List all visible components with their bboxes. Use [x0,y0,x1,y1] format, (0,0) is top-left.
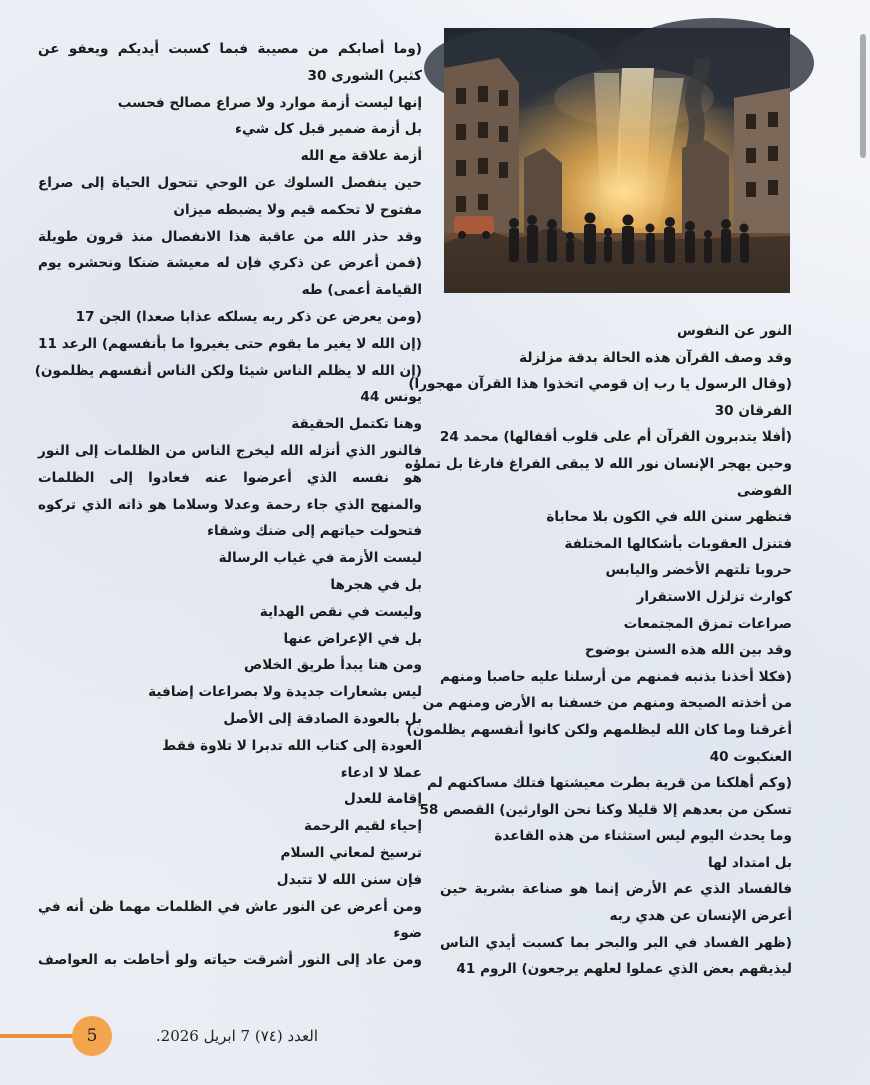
article-line: النور عن النفوس [676,323,792,339]
ruined-city-light-beam-image [444,28,790,293]
article-line: وقد بين الله هذه السنن بوضوح [584,642,792,659]
article-line: فتحولت حياتهم إلى ضنك وشقاء [207,523,422,540]
article-line: الفوضى [737,482,792,499]
article-line: ومن هنا يبدأ طريق الخلاص [243,657,422,674]
article-line: كوارث تزلزل الاستقرار [636,588,792,605]
article-line: وما يحدث اليوم ليس استثناء من هذه القاعدة [494,828,792,845]
article-line: ومن عاد إلى النور أشرقت حياته ولو أحاطت به العواصف [38,952,422,969]
article-line: ليست الأزمة في غياب الرسالة [218,550,422,567]
article-line: (فكلا أخذنا بذنبه فمنهم من أرسلنا عليه حاصبا ومنهم [440,668,792,685]
footer-accent-line [0,1034,74,1038]
article-line: إحياء لقيم الرحمة [304,818,422,835]
article-line: وليست في نقص الهداية [259,603,422,620]
article-line: هو نفسه الذي أعرضوا عنه فعادوا إلى الظلمات [38,469,422,486]
article-line: العنكبوت 40 [709,748,792,765]
article-line: فإن سنن الله لا تتبدل [276,871,422,888]
page-number-badge: 5 [72,1016,112,1056]
article-line: ضوء [393,925,422,942]
article-line: فالفساد الذي عم الأرض إنما هو صناعة بشرية حين [440,881,792,898]
article-line: حروبا تلتهم الأخضر واليابس [605,562,792,579]
article-line: (أفلا يتدبرون القرآن أم على قلوب أقفالها) محمد 24 [439,429,792,446]
article-line: (إن الله لا يظلم الناس شيئا ولكن الناس أنفسهم يظلمون) [34,362,422,379]
article-line: بل في هجرها [330,576,422,593]
article-line: والمنهج الذي جاء رحمة وعدلا وسلاما هو ذاته الذي تركوه [38,496,422,513]
scrollbar-thumb[interactable] [860,34,866,158]
article-line: بل بالعودة الصادقة إلى الأصل [223,710,422,727]
article-line: العودة إلى كتاب الله تدبرا لا تلاوة فقط [162,737,422,754]
article-line: حين ينفصل السلوك عن الوحي تتحول الحياة إلى صراع [38,174,422,191]
article-line: بل امتداد لها [708,854,792,871]
article-line: يونس 44 [360,389,422,406]
article-line: (ومن يعرض عن ذكر ربه يسلكه عذابا صعدا) الجن 17 [75,308,422,325]
article-line: (ظهر الفساد في البر والبحر بما كسبت أيدي الناس [440,934,792,951]
article-line: (وما أصابكم من مصيبة فبما كسبت أيديكم ويعفو عن [38,41,422,57]
article-line: أزمة علاقة مع الله [300,148,422,165]
issue-info: العدد (٧٤) 7 ابريل 2026. [155,1027,318,1045]
article-line: ترسيخ لمعاني السلام [280,844,422,861]
article-column-left [34,36,422,974]
article-line: (فمن أعرض عن ذكري فإن له معيشة ضنكا ونحشره يوم [38,255,422,272]
article-illustration [444,28,790,293]
article-line: فتنزل العقوبات بأشكالها المختلفة [564,535,792,552]
article-line: (وكم أهلكنا من قرية بطرت معيشتها فتلك مساكنهم لم [426,775,792,792]
article-line: بل أزمة ضمير قبل كل شيء [235,121,422,138]
article-line: فتظهر سنن الله في الكون بلا محاباة [546,509,792,526]
article-line: ومن أعرض عن النور عاش في الظلمات مهما ظن أنه في [38,898,422,915]
article-line: ليذيقهم بعض الذي عملوا لعلهم يرجعون) الروم 41 [456,961,792,978]
article-line: القيامة أعمى) طه [301,282,422,299]
article-line: أغرقنا وما كان الله ليظلمهم ولكن كانوا أنفسهم يظلمون) [406,721,792,738]
article-line: أعرض الإنسان عن هدي ربه [609,908,792,925]
article-line: وقد حذر الله من عاقبة هذا الانفصال منذ قرون طويلة [38,228,422,245]
article-line: مفتوح لا تحكمه قيم ولا يضبطه ميزان [173,201,422,218]
article-line: ليس بشعارات جديدة ولا بصراعات إضافية [148,684,422,701]
article-line: إنها ليست أزمة موارد ولا صراع مصالح فحسب [117,94,422,111]
article-line: إقامة للعدل [343,791,422,808]
article-line: صراعات تمزق المجتمعات [623,615,792,632]
article-line: وقد وصف القرآن هذه الحالة بدقة مزلزلة [519,349,792,366]
article-line: بل في الإعراض عنها [283,630,422,647]
article-line: (وقال الرسول يا رب إن قومي اتخذوا هذا القرآن مهجورا) [408,376,792,393]
article-line: الفرقان 30 [714,402,792,419]
article-line: عملا لا ادعاء [340,764,422,781]
article-line: تسكن من بعدهم إلا قليلا وكنا نحن الوارثين) القصص 58 [419,801,792,818]
article-line: من أخذته الصيحة ومنهم من خسفنا به الأرض ومنهم من [422,695,792,712]
article-line: (إن الله لا يغير ما بقوم حتى يغيروا ما بأنفسهم) الرعد 11 [38,335,422,352]
article-line: وهنا تكتمل الحقيقة [291,416,422,433]
article-line: فالنور الذي أنزله الله ليخرج الناس من الظلمات إلى النور [38,442,422,459]
article-line: وحين يهجر الإنسان نور الله لا يبقى الفراغ فارغا بل تملؤه [404,455,792,472]
article-line: كثير) الشورى 30 [307,67,422,84]
